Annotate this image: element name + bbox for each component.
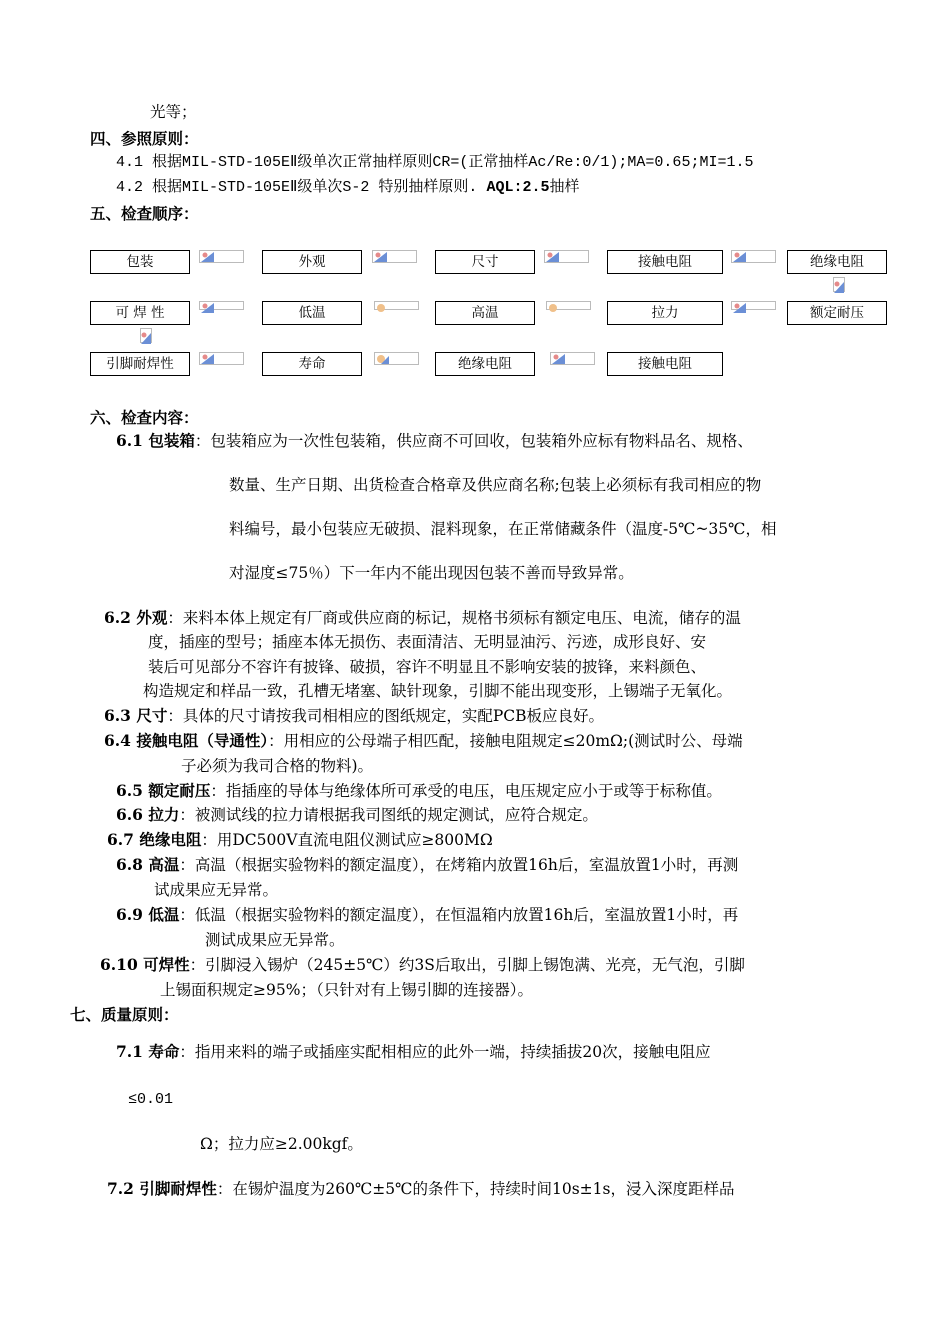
text-line: 试成果应无异常。 [154, 881, 279, 899]
text-line [104, 706, 604, 726]
text-span: ：指插座的导体与绝缘体所可承受的电压，电压规定应小于或等于标称值。 [210, 782, 722, 800]
arrow-icon [374, 301, 419, 310]
text-line [100, 955, 745, 975]
text-line: ≤0.01 [128, 1091, 174, 1108]
arrow-icon [731, 250, 776, 263]
down-arrow-icon [833, 277, 845, 292]
text-line [104, 731, 743, 751]
flow-box: 寿命 [262, 352, 362, 376]
text-span: 抽样 [549, 179, 580, 196]
flow-box: 绝缘电阻 [787, 250, 887, 274]
text-line [107, 1179, 734, 1199]
text-line: 上锡面积规定≥95%；（只针对有上锡引脚的连接器）。 [160, 981, 533, 999]
section-heading-4: 四、参照原则： [90, 129, 199, 148]
text-line: 构造规定和样品一致，孔槽无堵塞、缺针现象，引脚不能出现变形，上锡端子无氧化。 [143, 682, 733, 700]
item-label: 6.2 外观 [104, 608, 168, 627]
flow-box: 包装 [90, 250, 190, 274]
text-span: ：用相应的公母端子相匹配，接触电阻规定≤20mΩ;(测试时公、母端 [268, 732, 743, 750]
text-line: 光等； [150, 103, 197, 121]
flow-box: 接触电阻 [607, 352, 723, 376]
arrow-icon [199, 352, 244, 365]
text-span: ：用DC500V直流电阻仪测试应≥800MΩ [201, 831, 493, 849]
text-line [116, 178, 579, 198]
text-span: 4.2 根据MIL-STD-105EⅡ级单次S-2 特别抽样原则. [116, 179, 478, 196]
flow-box: 拉力 [607, 301, 723, 325]
item-label: 7.2 引脚耐焊性 [107, 1179, 217, 1198]
text-line [104, 608, 741, 628]
text-line [116, 431, 753, 451]
text-span: ：来料本体上规定有厂商或供应商的标记，规格书须标有额定电压、电流，储存的温 [167, 609, 741, 627]
item-label: 6.4 接触电阻（导通性） [104, 731, 269, 750]
arrow-icon [374, 352, 419, 365]
flow-box: 尺寸 [435, 250, 535, 274]
flow-box: 额定耐压 [787, 301, 887, 325]
text-line: 料编号，最小包装应无破损、混料现象，在正常储藏条件（温度-5℃~35℃，相 [229, 520, 777, 538]
text-span: ：被测试线的拉力请根据我司图纸的规定测试，应符合规定。 [179, 806, 598, 824]
text-span: ：低温（根据实验物料的额定温度），在恒温箱内放置16h后，室温放置1小时，再 [179, 906, 739, 924]
item-label: 6.7 绝缘电阻 [107, 830, 202, 849]
text-line: 数量、生产日期、出货检查合格章及供应商名称;包装上必须标有我司相应的物 [229, 476, 762, 494]
text-span: ：在锡炉温度为260℃±5℃的条件下，持续时间10s±1s，浸入深度距样品 [216, 1180, 735, 1198]
arrow-icon [372, 250, 417, 263]
item-label: 6.5 额定耐压 [116, 781, 211, 800]
flow-box: 接触电阻 [607, 250, 723, 274]
text-line: Ω；拉力应≥2.00kgf。 [200, 1135, 363, 1153]
text-line [116, 1042, 711, 1062]
flow-box: 外观 [262, 250, 362, 274]
text-line: 对湿度≤75％）下一年内不能出现因包装不善而导致异常。 [229, 564, 634, 582]
text-span: ：具体的尺寸请按我司相相应的图纸规定，实配PCB板应良好。 [167, 707, 605, 725]
text-line [116, 855, 738, 875]
item-label: 6.3 尺寸 [104, 706, 168, 725]
text-span: ：引脚浸入锡炉（245±5℃）约3S后取出，引脚上锡饱满、光亮，无气泡，引脚 [189, 956, 745, 974]
section-heading-5: 五、检查顺序： [90, 204, 199, 223]
down-arrow-icon [140, 328, 152, 343]
text-span: ：指用来料的端子或插座实配相相应的此外一端，持续插拔20次，接触电阻应 [179, 1043, 711, 1061]
arrow-icon [199, 301, 244, 310]
item-label: 7.1 寿命 [116, 1042, 180, 1061]
aql-value: AQL:2.5 [486, 179, 550, 196]
text-line: 测试成果应无异常。 [205, 931, 345, 949]
arrow-icon [546, 301, 591, 310]
item-label: 6.9 低温 [116, 905, 180, 924]
text-line [107, 830, 493, 850]
flow-box: 可 焊 性 [90, 301, 190, 325]
arrow-icon [731, 301, 776, 310]
item-label: 6.6 拉力 [116, 805, 180, 824]
text-line: 子必须为我司合格的物料)。 [181, 757, 374, 775]
item-label: 6.1 包装箱 [116, 431, 195, 450]
text-line [116, 805, 598, 825]
text-line [116, 905, 738, 925]
text-span: ：包装箱应为一次性包装箱，供应商不可回收，包装箱外应标有物料品名、规格、 [194, 432, 753, 450]
flow-box: 低温 [262, 301, 362, 325]
arrow-icon [544, 250, 589, 263]
section-heading-7: 七、质量原则： [70, 1005, 179, 1024]
text-line [116, 781, 722, 801]
flow-box: 高温 [435, 301, 535, 325]
section-heading-6: 六、检查内容： [90, 408, 199, 427]
flow-box: 绝缘电阻 [435, 352, 535, 376]
arrow-icon [550, 352, 595, 365]
text-line: 4.1 根据MIL-STD-105EⅡ级单次正常抽样原则CR=(正常抽样Ac/Re:0/1);MA=0.65;MI=1.5 [116, 154, 754, 171]
item-label: 6.8 高温 [116, 855, 180, 874]
flow-box: 引脚耐焊性 [90, 352, 190, 376]
text-line: 度，插座的型号；插座本体无损伤、表面清洁、无明显油污、污迹，成形良好、安 [148, 633, 707, 651]
arrow-icon [199, 250, 244, 263]
text-span: ：高温（根据实验物料的额定温度），在烤箱内放置16h后，室温放置1小时，再测 [179, 856, 739, 874]
item-label: 6.10 可焊性 [100, 955, 190, 974]
text-line: 装后可见部分不容许有披锋、破损，容许不明显且不影响安装的披锋，来料颜色、 [148, 658, 707, 676]
